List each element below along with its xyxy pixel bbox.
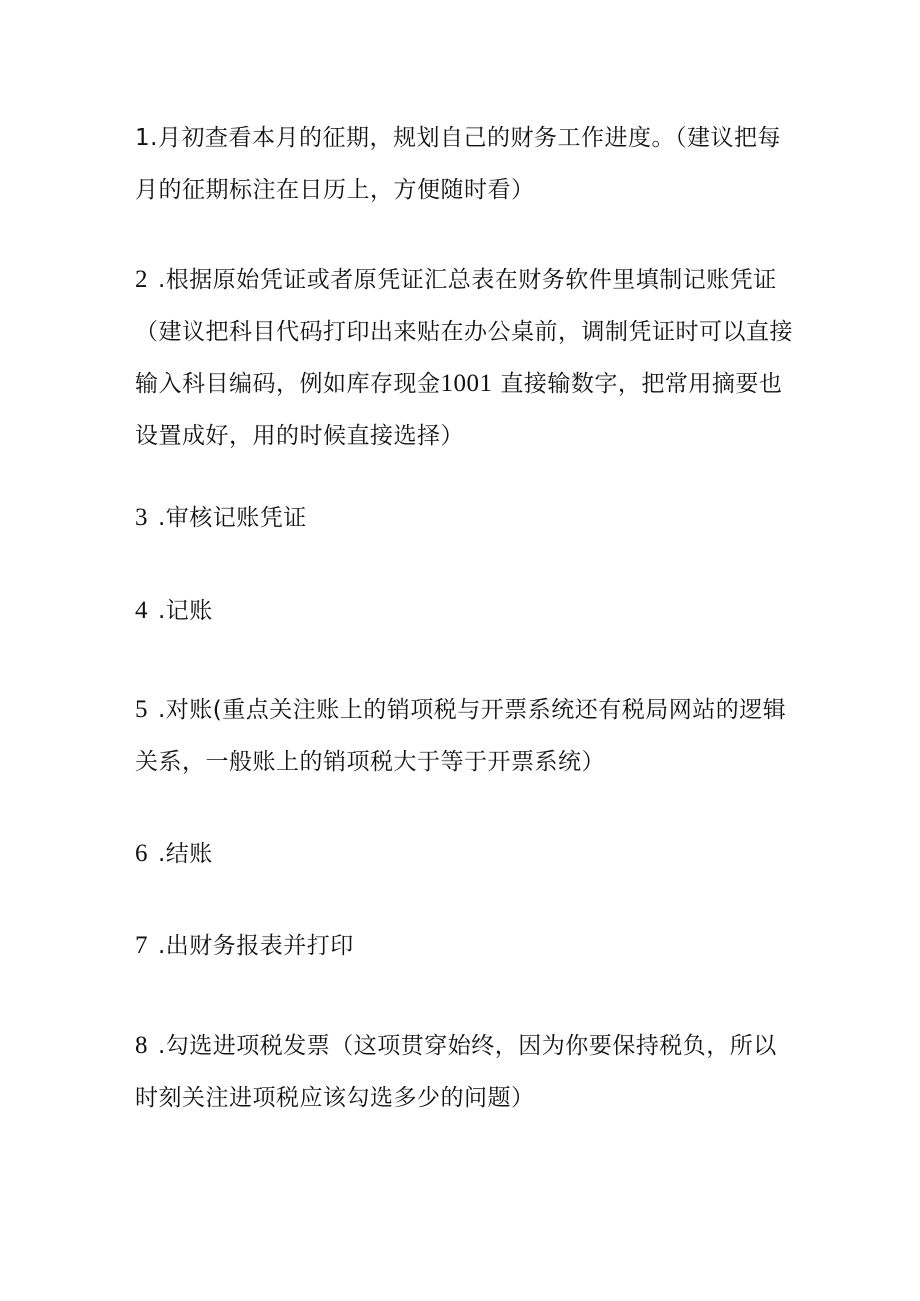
item-number: 4 bbox=[135, 597, 148, 624]
list-item-1 bbox=[135, 112, 795, 216]
list-item-3 bbox=[135, 492, 795, 544]
list-item-5 bbox=[135, 684, 795, 788]
item-number: 8 bbox=[135, 1032, 148, 1059]
list-item-7 bbox=[135, 920, 795, 972]
item-text-continued: 直接输数字，把常用摘要也设置成好，用的时候直接选择） bbox=[135, 371, 783, 449]
list-item-4 bbox=[135, 585, 795, 637]
list-item-2 bbox=[135, 254, 795, 462]
item-text: .结账 bbox=[158, 841, 213, 867]
item-number: 7 bbox=[135, 932, 148, 959]
item-text: .出财务报表并打印 bbox=[158, 933, 354, 959]
item-text: .记账 bbox=[158, 598, 213, 624]
item-text: .对账(重点关注账上的销项税与开票系统还有税局网站的逻辑关系，一般账上的销项税大于等于开票系统） bbox=[135, 697, 787, 775]
item-number: 2 bbox=[135, 266, 148, 293]
item-text: .勾选进项税发票（这项贯穿始终，因为你要保持税负，所以时刻关注进项税应该勾选多少的问题） bbox=[135, 1033, 777, 1111]
account-code: 1001 bbox=[440, 370, 493, 397]
item-text: .月初查看本月的征期，规划自己的财务工作进度。（建议把每月的征期标注在日历上，方便随时看） bbox=[135, 125, 781, 203]
item-number: 6 bbox=[135, 840, 148, 867]
item-text: .根据原始凭证或者原凭证汇总表在财务软件里填制记账凭证（建议把科目代码打印出来贴在办公桌前，调制凭证时可以直接输入科目编码，例如库存现金 bbox=[135, 267, 793, 397]
item-number: 3 bbox=[135, 504, 148, 531]
list-item-8 bbox=[135, 1020, 795, 1124]
item-text: .审核记账凭证 bbox=[158, 505, 307, 531]
item-number: 5 bbox=[135, 696, 148, 723]
item-number: 1 bbox=[135, 125, 151, 151]
list-item-6 bbox=[135, 828, 795, 880]
